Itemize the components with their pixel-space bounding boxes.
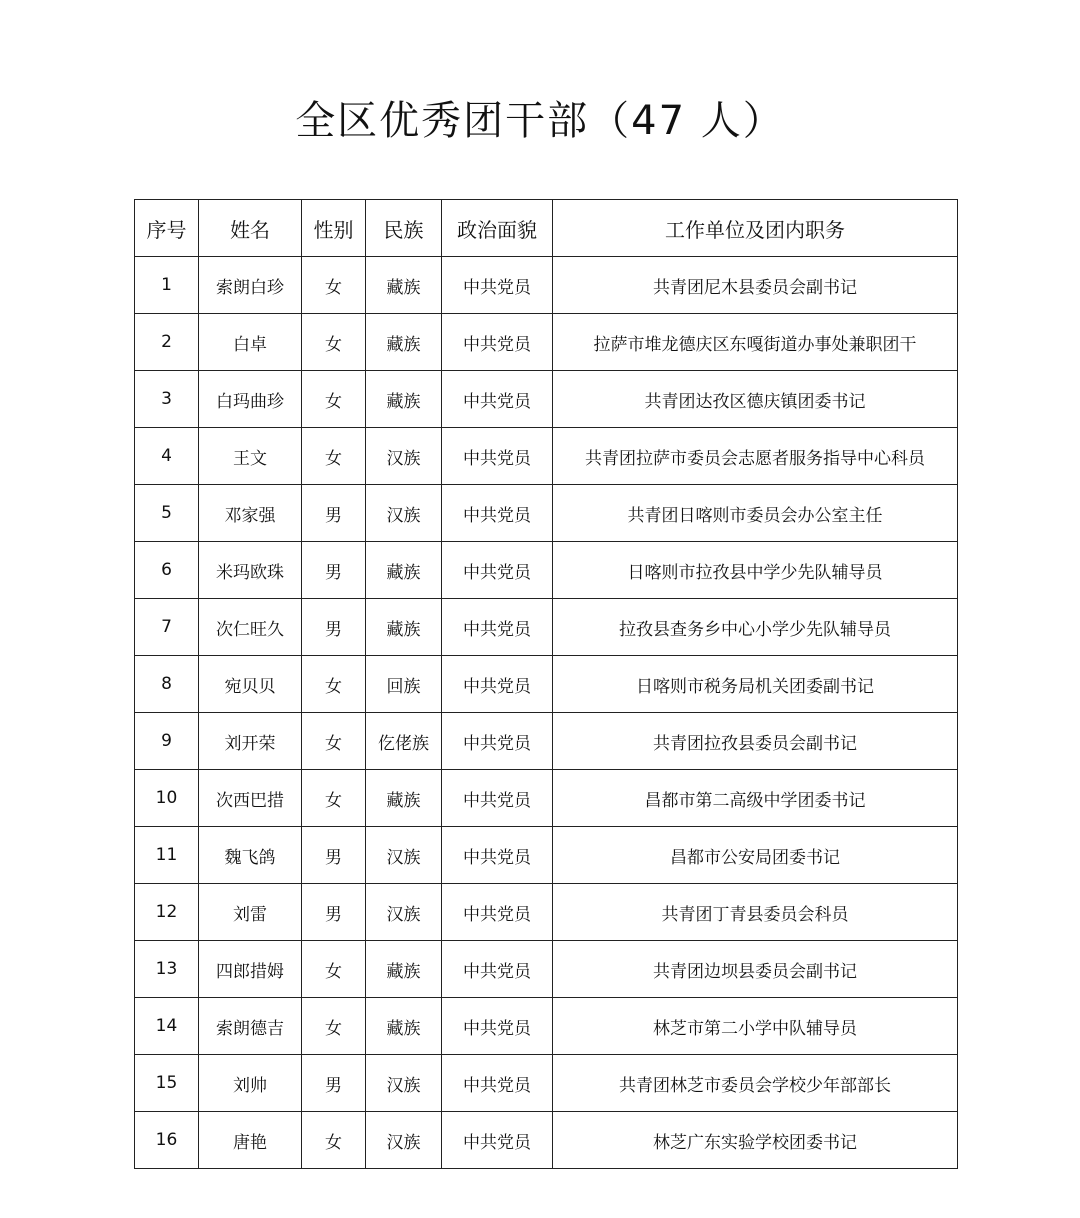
cell-political-status: 中共党员 — [442, 257, 553, 314]
cell-serial-number: 12 — [135, 884, 199, 941]
cell-serial-number: 10 — [135, 770, 199, 827]
table-row — [135, 1055, 958, 1112]
cell-work-unit-position: 昌都市公安局团委书记 — [553, 827, 958, 884]
cell-serial-number: 14 — [135, 998, 199, 1055]
cell-ethnicity: 汉族 — [366, 1112, 442, 1169]
cell-ethnicity: 汉族 — [366, 1055, 442, 1112]
cell-name: 索朗德吉 — [199, 998, 302, 1055]
cell-political-status: 中共党员 — [442, 827, 553, 884]
cell-serial-number: 5 — [135, 485, 199, 542]
cell-ethnicity: 藏族 — [366, 257, 442, 314]
table-header — [135, 200, 958, 257]
header-name: 姓名 — [199, 200, 302, 257]
cell-work-unit-position: 共青团日喀则市委员会办公室主任 — [553, 485, 958, 542]
cell-name: 刘雷 — [199, 884, 302, 941]
cell-gender: 女 — [302, 998, 366, 1055]
page-title: 全区优秀团干部（47 人） — [295, 98, 785, 144]
cell-ethnicity: 藏族 — [366, 599, 442, 656]
cell-serial-number: 11 — [135, 827, 199, 884]
cell-name: 刘开荣 — [199, 713, 302, 770]
cell-gender: 女 — [302, 941, 366, 998]
cell-serial-number: 7 — [135, 599, 199, 656]
cell-work-unit-position: 共青团拉萨市委员会志愿者服务指导中心科员 — [553, 428, 958, 485]
cell-ethnicity: 藏族 — [366, 314, 442, 371]
cell-name: 宛贝贝 — [199, 656, 302, 713]
table-row — [135, 656, 958, 713]
roster-table — [134, 199, 958, 1169]
cell-ethnicity: 回族 — [366, 656, 442, 713]
cell-ethnicity: 藏族 — [366, 371, 442, 428]
cell-name: 次西巴措 — [199, 770, 302, 827]
table-row — [135, 542, 958, 599]
cell-work-unit-position: 共青团丁青县委员会科员 — [553, 884, 958, 941]
cell-political-status: 中共党员 — [442, 656, 553, 713]
table-row — [135, 485, 958, 542]
header-serial-number: 序号 — [135, 200, 199, 257]
cell-ethnicity: 汉族 — [366, 428, 442, 485]
cell-name: 王文 — [199, 428, 302, 485]
cell-ethnicity: 藏族 — [366, 998, 442, 1055]
table-row — [135, 1112, 958, 1169]
cell-political-status: 中共党员 — [442, 314, 553, 371]
table-row — [135, 770, 958, 827]
cell-serial-number: 15 — [135, 1055, 199, 1112]
cell-gender: 女 — [302, 656, 366, 713]
cell-name: 索朗白珍 — [199, 257, 302, 314]
cell-serial-number: 13 — [135, 941, 199, 998]
table-row — [135, 941, 958, 998]
cell-political-status: 中共党员 — [442, 770, 553, 827]
cell-name: 米玛欧珠 — [199, 542, 302, 599]
cell-serial-number: 6 — [135, 542, 199, 599]
header-row — [135, 200, 958, 257]
table-row — [135, 371, 958, 428]
cell-work-unit-position: 日喀则市税务局机关团委副书记 — [553, 656, 958, 713]
cell-work-unit-position: 拉萨市堆龙德庆区东嘎街道办事处兼职团干 — [553, 314, 958, 371]
cell-name: 邓家强 — [199, 485, 302, 542]
cell-gender: 男 — [302, 485, 366, 542]
cell-work-unit-position: 共青团林芝市委员会学校少年部部长 — [553, 1055, 958, 1112]
cell-name: 魏飞鸽 — [199, 827, 302, 884]
cell-ethnicity: 汉族 — [366, 485, 442, 542]
cell-political-status: 中共党员 — [442, 485, 553, 542]
cell-political-status: 中共党员 — [442, 713, 553, 770]
cell-serial-number: 3 — [135, 371, 199, 428]
table-row — [135, 884, 958, 941]
cell-gender: 男 — [302, 827, 366, 884]
cell-work-unit-position: 林芝市第二小学中队辅导员 — [553, 998, 958, 1055]
header-gender: 性别 — [302, 200, 366, 257]
cell-political-status: 中共党员 — [442, 884, 553, 941]
table-row — [135, 713, 958, 770]
cell-name: 刘帅 — [199, 1055, 302, 1112]
cell-gender: 男 — [302, 884, 366, 941]
cell-gender: 女 — [302, 770, 366, 827]
cell-work-unit-position: 共青团达孜区德庆镇团委书记 — [553, 371, 958, 428]
cell-political-status: 中共党员 — [442, 998, 553, 1055]
table-body — [135, 257, 958, 1169]
cell-gender: 男 — [302, 542, 366, 599]
cell-gender: 男 — [302, 599, 366, 656]
cell-political-status: 中共党员 — [442, 1055, 553, 1112]
cell-gender: 女 — [302, 314, 366, 371]
cell-work-unit-position: 日喀则市拉孜县中学少先队辅导员 — [553, 542, 958, 599]
cell-serial-number: 4 — [135, 428, 199, 485]
cell-gender: 女 — [302, 371, 366, 428]
cell-serial-number: 9 — [135, 713, 199, 770]
cell-gender: 女 — [302, 428, 366, 485]
cell-work-unit-position: 昌都市第二高级中学团委书记 — [553, 770, 958, 827]
cell-work-unit-position: 拉孜县查务乡中心小学少先队辅导员 — [553, 599, 958, 656]
cell-political-status: 中共党员 — [442, 599, 553, 656]
cell-name: 唐艳 — [199, 1112, 302, 1169]
table-row — [135, 827, 958, 884]
cell-work-unit-position: 共青团边坝县委员会副书记 — [553, 941, 958, 998]
cell-ethnicity: 藏族 — [366, 941, 442, 998]
cell-gender: 女 — [302, 257, 366, 314]
cell-political-status: 中共党员 — [442, 371, 553, 428]
cell-ethnicity: 藏族 — [366, 542, 442, 599]
cell-serial-number: 2 — [135, 314, 199, 371]
table-row — [135, 599, 958, 656]
header-work-unit-position: 工作单位及团内职务 — [553, 200, 958, 257]
cell-serial-number: 16 — [135, 1112, 199, 1169]
cell-ethnicity: 汉族 — [366, 827, 442, 884]
table-row — [135, 998, 958, 1055]
table-row — [135, 428, 958, 485]
table-row — [135, 257, 958, 314]
header-ethnicity: 民族 — [366, 200, 442, 257]
cell-name: 白卓 — [199, 314, 302, 371]
cell-serial-number: 8 — [135, 656, 199, 713]
cell-gender: 女 — [302, 1112, 366, 1169]
cell-political-status: 中共党员 — [442, 428, 553, 485]
cell-political-status: 中共党员 — [442, 1112, 553, 1169]
cell-ethnicity: 藏族 — [366, 770, 442, 827]
cell-name: 次仁旺久 — [199, 599, 302, 656]
cell-political-status: 中共党员 — [442, 941, 553, 998]
cell-gender: 男 — [302, 1055, 366, 1112]
cell-serial-number: 1 — [135, 257, 199, 314]
cell-ethnicity: 汉族 — [366, 884, 442, 941]
cell-political-status: 中共党员 — [442, 542, 553, 599]
cell-gender: 女 — [302, 713, 366, 770]
cell-work-unit-position: 林芝广东实验学校团委书记 — [553, 1112, 958, 1169]
cell-work-unit-position: 共青团拉孜县委员会副书记 — [553, 713, 958, 770]
header-political-status: 政治面貌 — [442, 200, 553, 257]
cell-work-unit-position: 共青团尼木县委员会副书记 — [553, 257, 958, 314]
cell-ethnicity: 仡佬族 — [366, 713, 442, 770]
cell-name: 四郎措姆 — [199, 941, 302, 998]
table-row — [135, 314, 958, 371]
cell-name: 白玛曲珍 — [199, 371, 302, 428]
